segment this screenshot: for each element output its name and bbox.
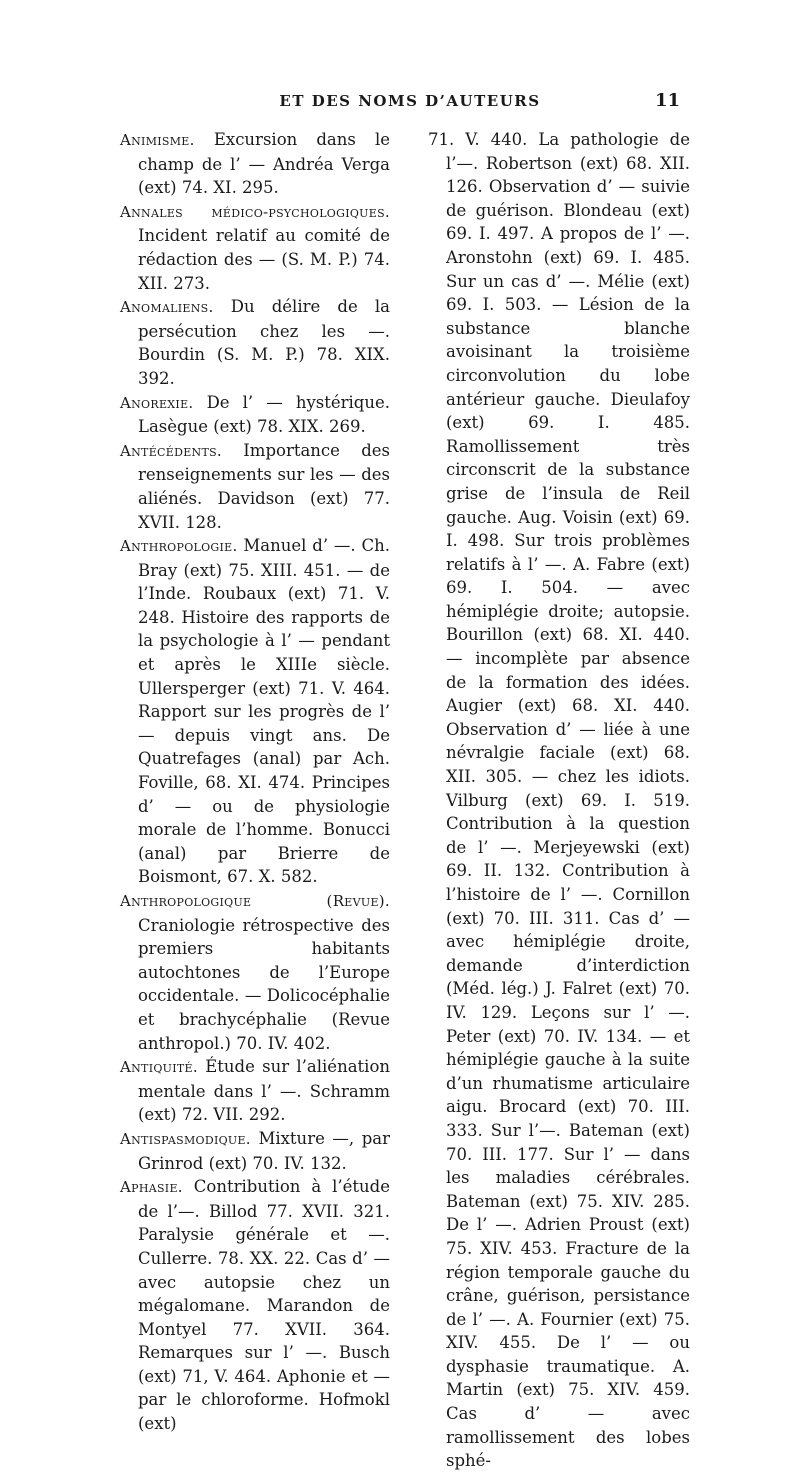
entry-text: Importance des renseignements sur les — des aliénés. Davidson (ext) 77. XVII. 128. — [138, 440, 390, 532]
right-column — [428, 128, 690, 1473]
entry-text: Craniologie rétrospective des premiers habitants autochtones de l’Europe occidentale. — Dolicocéphalie et brachycéphalie (Revue anthropol.) 70. IV. 402. — [138, 915, 390, 1053]
entry-text: Mixture —, par Grinrod (ext) 70. IV. 132. — [138, 1128, 390, 1173]
entry-text: Excursion dans le champ de l’ — Andréa Verga (ext) 74. XI. 295. — [138, 130, 391, 198]
index-entry — [120, 200, 390, 295]
index-entry — [120, 1175, 390, 1436]
entry-heading: Anthropologie. — [120, 537, 238, 556]
entry-text: Incident relatif au comité de rédaction des — (S. M. P.) 74. XII. 273. — [138, 226, 390, 293]
entry-heading: Aphasie. — [120, 1178, 183, 1197]
entry-text: Contribution à l’étude de l’—. Billod 77. XVII. 321. Paralysie générale et —. Cullerre. 78. XX. 22. Cas d’ — avec autopsie chez un mégalomane. Marandon de Montyel 77. XVII. 364. Remarques sur l’ —. Busch (ext) 71, V. 464. Aphonie et — par le chloroforme. Hofmokl (ext) — [138, 1177, 390, 1434]
entry-text: Manuel d’ —. Ch. Bray (ext) 75. XIII. 451. — de l’Inde. Roubaux (ext) 71. V. 248. Histoire des rapports de la psychologie à l’ — pendant et après le XIIIe siècle. Ullersperger (ext) 71. V. 464. Rapport sur les progrès de l’ — depuis vingt ans. De Quatrefages (anal) par Ach. Foville, 68. XI. 474. Principes d’ — ou de physiologie morale de l’homme. Bonucci (anal) par Brierre de Boismont, 67. X. 582. — [138, 536, 390, 887]
entry-heading: Antispasmodique. — [120, 1129, 251, 1148]
left-column — [120, 128, 390, 1436]
index-entry — [120, 889, 390, 1055]
header-title: ET DES NOMS D’AUTEURS — [279, 92, 541, 110]
entry-text: Étude sur l’aliénation mentale dans l’ —. Schramm (ext) 72. VII. 292. — [138, 1057, 391, 1125]
index-entry — [120, 1055, 390, 1127]
page-number: 11 — [654, 90, 680, 111]
entry-text: De l’ — hystérique. Lasègue (ext) 78. XIX. 269. — [138, 392, 390, 437]
index-entry — [120, 439, 390, 534]
running-header — [0, 92, 800, 116]
entry-text: 71. V. 440. La pathologie de l’—. Robertson (ext) 68. XII. 126. Observation d’ — suivie de guérison. Blondeau (ext) 69. I. 497. A propos de l’ —. Aronstohn (ext) 69. I. 485. Sur un cas d’ —. Mélie (ext) 69. I. 503. — Lésion de la substance blanche avoisinant la troisième circonvolution du lobe antérieur gauche. Dieulafoy (ext) 69. I. 485. Ramollissement très circonscrit de la substance grise de l’insula de Reil gauche. Aug. Voisin (ext) 69. I. 498. Sur trois problèmes relatifs à l’ —. A. Fabre (ext) 69. I. 504. — avec hémiplégie droite; autopsie. Bourillon (ext) 68. XI. 440. — incomplète par absence de la formation des idées. Augier (ext) 68. XI. 440. Observation d’ — liée à une névralgie faciale (ext) 68. XII. 305. — chez les idiots. Vilburg (ext) 69. I. 519. Contribution à la question de l’ —. Merjeyewski (ext) 69. II. 132. Contribution à l’histoire de l’ —. Cornillon (ext) 70. III. 311. Cas d’ — avec hémiplégie droite, demande d’interdiction (Méd. lég.) J. Falret (ext) 70. IV. 129. Leçons sur l’ —. Peter (ext) 70. IV. 134. — et hémiplégie gauche à la suite d’un rhumatisme articulaire aigu. Brocard (ext) 70. III. 333. Sur l’—. Bateman (ext) 70. III. 177. Sur l’ — dans les maladies cérébrales. Bateman (ext) 75. XIV. 285. De l’ —. Adrien Proust (ext) 75. XIV. 453. Fracture de la région temporale gauche du crâne, guérison, persistance de l’ —. A. Fournier (ext) 75. XIV. 455. De l’ — ou dysphasie traumatique. A. Martin (ext) 75. XIV. 459. Cas d’ — avec ramollissement des lobes sphé- — [428, 130, 690, 1471]
entry-text: Du délire de la persécution chez les —. Bourdin (S. M. P.) 78. XIX. 392. — [138, 297, 390, 388]
index-entry-continued — [428, 128, 690, 1473]
index-entry — [120, 1127, 390, 1175]
entry-heading: Animisme. — [120, 131, 195, 149]
entry-heading: Antiquité. — [120, 1058, 198, 1077]
entry-heading: Anthropologique (Revue). — [120, 892, 390, 910]
index-entry — [120, 534, 390, 889]
index-entry — [120, 391, 390, 439]
index-entry — [120, 295, 390, 390]
entry-heading: Annales médico-psychologiques. — [120, 202, 390, 221]
entry-heading: Antécédents. — [120, 441, 222, 460]
entry-heading: Anomaliens. — [120, 298, 214, 317]
index-entry — [120, 128, 390, 200]
entry-heading: Anorexie. — [120, 393, 194, 412]
